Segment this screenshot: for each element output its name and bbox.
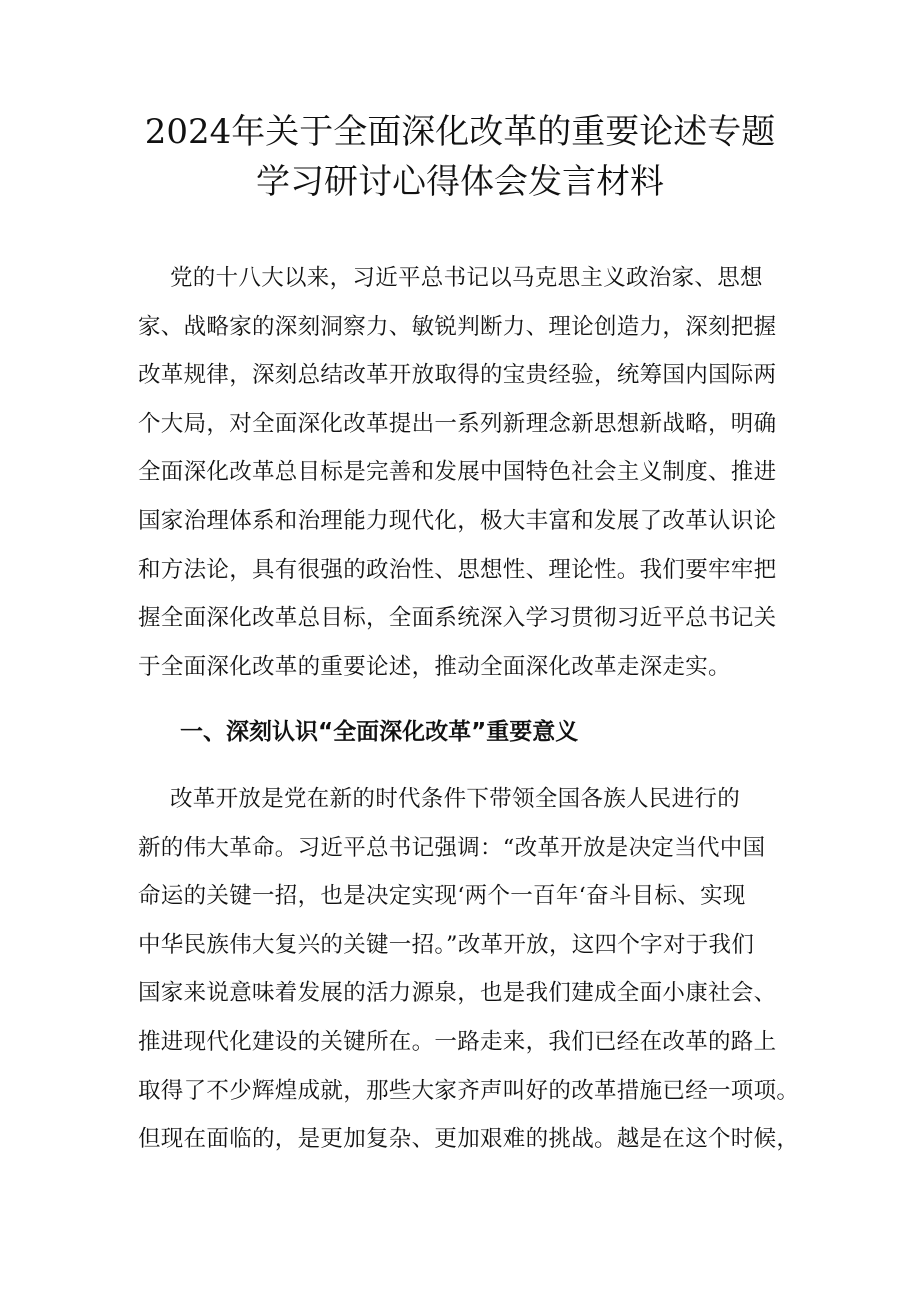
intro-line: 家、战略家的深刻洞察力、敏锐判断力、理论创造力，深刻把握 xyxy=(138,313,777,340)
section-line: 取得了不少辉煌成就，那些大家齐声叫好的改革措施已经一项项。 xyxy=(138,1077,800,1104)
section-line: 命运的关键一招，也是决定实现‘两个一百年‘奋斗目标、实现 xyxy=(138,883,746,910)
section-paragraph xyxy=(138,775,800,1164)
document-title-line-2: 学习研讨心得体会发言材料 xyxy=(256,162,664,202)
section-line: 推进现代化建设的关键所在。一路走来，我们已经在改革的路上 xyxy=(138,1028,777,1055)
section-line: 国家来说意味着发展的活力源泉，也是我们建成全面小康社会、 xyxy=(138,980,777,1007)
section-heading: 一、深刻认识“全面深化改革”重要意义 xyxy=(180,719,579,745)
intro-line: 和方法论，具有很强的政治性、思想性、理论性。我们要牢牢把 xyxy=(138,556,777,583)
intro-line: 全面深化改革总目标是完善和发展中国特色社会主义制度、推进 xyxy=(138,459,777,486)
document-title-line-1: 2024年关于全面深化改革的重要论述专题 xyxy=(144,112,776,152)
intro-line: 于全面深化改革的重要论述，推动全面深化改革走深走实。 xyxy=(138,653,731,680)
intro-line: 握全面深化改革总目标，全面系统深入学习贯彻习近平总书记关 xyxy=(138,605,777,632)
section-line: 但现在面临的，是更加复杂、更加艰难的挑战。越是在这个时候， xyxy=(138,1126,800,1153)
intro-line: 国家治理体系和治理能力现代化，极大丰富和发展了改革认识论 xyxy=(138,507,777,534)
intro-line: 个大局，对全面深化改革提出一系列新理念新思想新战略，明确 xyxy=(138,410,777,437)
intro-line: 党的十八大以来，习近平总书记以马克思主义政治家、思想 xyxy=(170,265,763,291)
section-line: 新的伟大革命。习近平总书记强调：“改革开放是决定当代中国 xyxy=(138,834,766,861)
intro-line: 改革规律，深刻总结改革开放取得的宝贵经验，统筹国内国际两 xyxy=(138,362,777,389)
section-line: 改革开放是党在新的时代条件下带领全国各族人民进行的 xyxy=(170,786,741,812)
section-line: 中华民族伟大复兴的关键一招。”改革开放，这四个字对于我们 xyxy=(138,931,755,958)
intro-paragraph xyxy=(138,254,788,691)
